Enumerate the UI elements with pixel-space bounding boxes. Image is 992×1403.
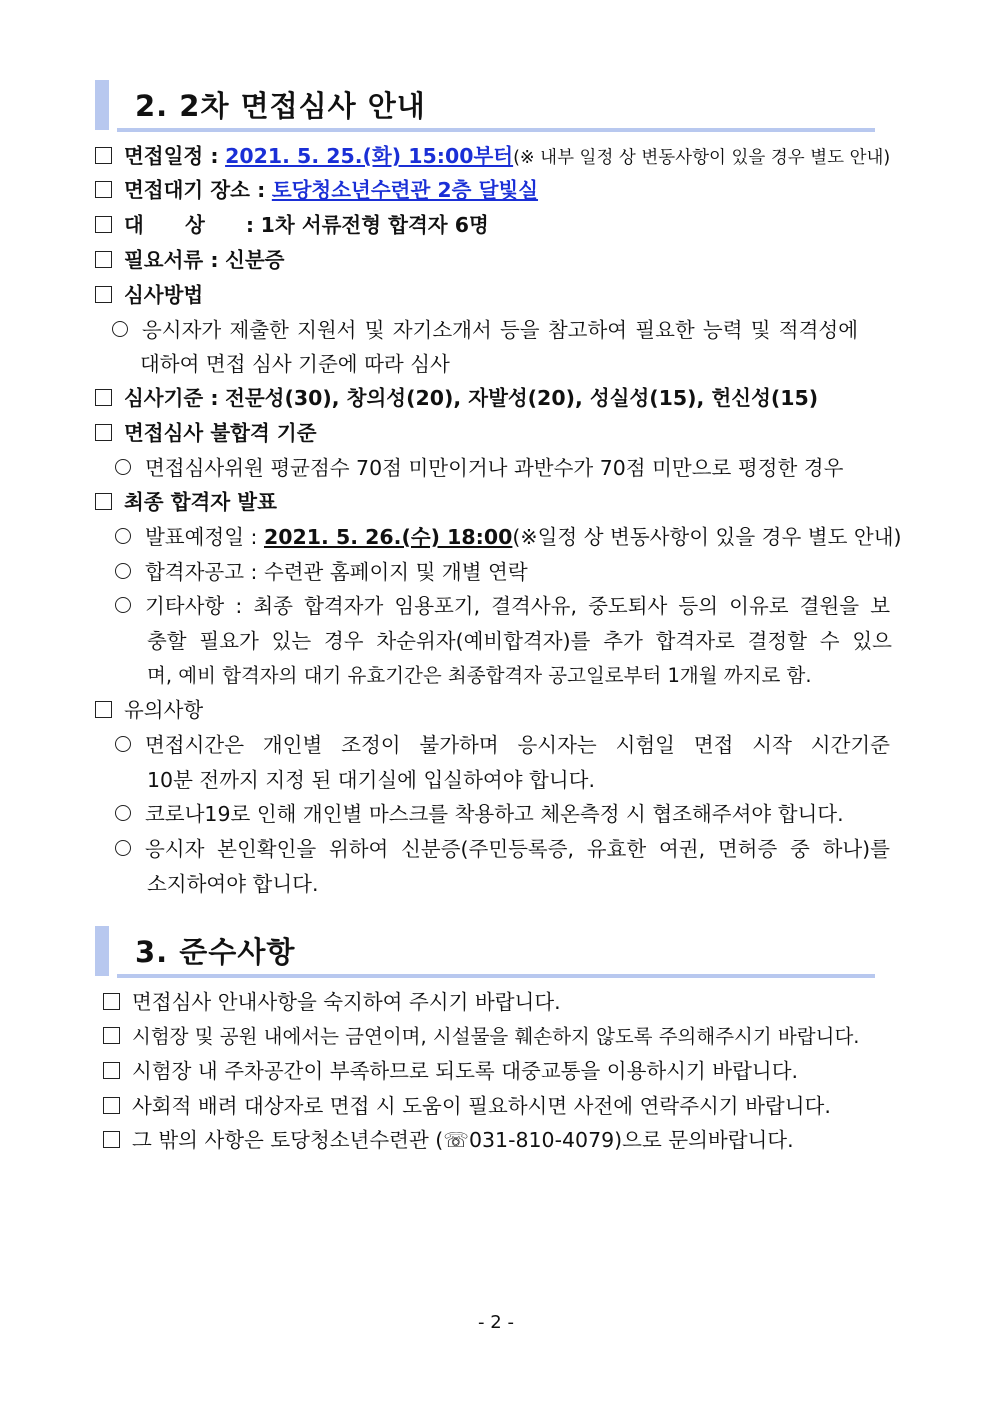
method-label: 심사방법 (124, 283, 204, 307)
note-item-1 (115, 730, 890, 760)
section-underline (117, 128, 875, 132)
waiting-label: 면접대기 장소 : (124, 178, 266, 202)
compliance-item-3 (103, 1056, 798, 1086)
checkbox-square-icon (95, 147, 112, 164)
fail-criteria-label: 면접심사 불합격 기준 (124, 421, 317, 445)
section-2-header (95, 80, 875, 130)
page-number: - 2 - (478, 1312, 514, 1333)
circle-bullet-icon (115, 528, 131, 544)
checkbox-square-icon (95, 216, 112, 233)
checkbox-square-icon (95, 493, 112, 510)
fail-criteria-line (95, 418, 317, 448)
notes-line (95, 695, 203, 725)
final-etc-text: 기타사항 : 최종 합격자가 임용포기, 결격사유, 중도퇴사 등의 이유로 결원을 보 (145, 594, 890, 618)
checkbox-square-icon (103, 1131, 120, 1148)
compliance-item-4 (103, 1091, 831, 1121)
checkbox-square-icon (103, 993, 120, 1010)
documents-line (95, 245, 285, 275)
checkbox-square-icon (103, 1097, 120, 1114)
schedule-label: 면접일정 : (124, 144, 219, 168)
fail-criteria-item (115, 453, 843, 483)
documents-label: 필요서류 : (124, 248, 219, 272)
final-etc-cont-2: 며, 예비 합격자의 대기 유효기간은 최종합격자 공고일로부터 1개월 까지로 함. (147, 664, 812, 687)
criteria-value: 전문성(30), 창의성(20), 자발성(20), 성실성(15), 헌신성(15) (225, 386, 819, 410)
section-accent-bar (95, 80, 109, 130)
circle-bullet-icon (115, 597, 131, 613)
note-item-2-text: 코로나19로 인해 개인별 마스크를 착용하고 체온측정 시 협조해주셔야 합니다. (145, 802, 844, 826)
final-etc-item (115, 591, 890, 621)
waiting-place-line (95, 175, 538, 205)
compliance-item-1 (103, 987, 561, 1017)
note-item-2 (115, 799, 844, 829)
compliance-item-text: 사회적 배려 대상자로 면접 시 도움이 필요하시면 사전에 연락주시기 바랍니다. (132, 1094, 831, 1118)
checkbox-square-icon (95, 701, 112, 718)
circle-bullet-icon (112, 321, 128, 337)
fail-criteria-text: 면접심사위원 평균점수 70점 미만이거나 과반수가 70점 미만으로 평정한 경우 (145, 456, 844, 480)
schedule-note: (※ 내부 일정 상 변동사항이 있을 경우 별도 안내) (513, 148, 891, 168)
circle-bullet-icon (115, 563, 131, 579)
notes-label: 유의사항 (124, 698, 204, 722)
checkbox-square-icon (95, 424, 112, 441)
compliance-item-text: 시험장 및 공원 내에서는 금연이며, 시설물을 훼손하지 않도록 주의해주시기 바랍니다. (132, 1025, 860, 1048)
target-label: 대 상 : (124, 213, 255, 237)
final-etc-cont-1: 충할 필요가 있는 경우 차순위자(예비합격자)를 추가 합격자로 결정할 수 있으 (147, 629, 892, 653)
method-item-1-cont: 대하여 면접 심사 기준에 따라 심사 (140, 352, 450, 376)
final-notice-item (115, 557, 528, 587)
section-underline (117, 974, 875, 978)
final-result-line (95, 487, 277, 517)
checkbox-square-icon (103, 1062, 120, 1079)
schedule-line (95, 141, 890, 173)
checkbox-square-icon (103, 1027, 120, 1044)
checkbox-square-icon (95, 251, 112, 268)
section-3-title: 3. 준수사항 (135, 935, 296, 969)
final-date-label: 발표예정일 : (145, 525, 258, 549)
checkbox-square-icon (95, 389, 112, 406)
circle-bullet-icon (115, 736, 131, 752)
method-item-1-text: 응시자가 제출한 지원서 및 자기소개서 등을 참고하여 필요한 능력 및 적격성에 (142, 318, 858, 342)
final-date-note: (※일정 상 변동사항이 있을 경우 별도 안내) (512, 525, 902, 549)
compliance-item-5 (103, 1125, 794, 1155)
method-item-1 (112, 315, 858, 345)
schedule-value: 2021. 5. 25.(화) 15:00부터 (225, 144, 514, 168)
circle-bullet-icon (115, 840, 131, 856)
criteria-line (95, 383, 818, 413)
target-line (95, 210, 489, 240)
documents-value: 신분증 (225, 248, 285, 272)
waiting-value: 토당청소년수련관 2층 달빛실 (271, 178, 539, 202)
criteria-label: 심사기준 : (124, 386, 219, 410)
note-item-3-text: 응시자 본인확인을 위하여 신분증(주민등록증, 유효한 여권, 면허증 중 하나)를 (145, 837, 890, 861)
note-item-3 (115, 834, 890, 864)
method-line (95, 280, 203, 310)
note-item-3-cont: 소지하여야 합니다. (147, 872, 319, 896)
compliance-item-text: 시험장 내 주차공간이 부족하므로 되도록 대중교통을 이용하시기 바랍니다. (132, 1059, 799, 1083)
checkbox-square-icon (95, 286, 112, 303)
compliance-item-2 (103, 1021, 859, 1052)
target-value: 1차 서류전형 합격자 6명 (260, 213, 489, 237)
section-2-title: 2. 2차 면접심사 안내 (135, 89, 426, 123)
compliance-item-text: 그 밖의 사항은 토당청소년수련관 (☏031-810-4079)으로 문의바랍니다. (132, 1128, 794, 1152)
section-3-header (95, 926, 875, 976)
final-result-label: 최종 합격자 발표 (124, 490, 277, 514)
final-date-item (115, 522, 902, 552)
note-item-1-text: 면접시간은 개인별 조정이 불가하며 응시자는 시험일 면접 시작 시간기준 (145, 733, 890, 757)
note-item-1-cont: 10분 전까지 지정 된 대기실에 입실하여야 합니다. (147, 768, 595, 792)
checkbox-square-icon (95, 181, 112, 198)
final-date-value: 2021. 5. 26.(수) 18:00 (263, 525, 513, 549)
section-accent-bar (95, 926, 109, 976)
compliance-item-text: 면접심사 안내사항을 숙지하여 주시기 바랍니다. (132, 990, 561, 1014)
circle-bullet-icon (115, 805, 131, 821)
circle-bullet-icon (115, 459, 131, 475)
final-notice-text: 합격자공고 : 수련관 홈페이지 및 개별 연락 (145, 560, 528, 584)
